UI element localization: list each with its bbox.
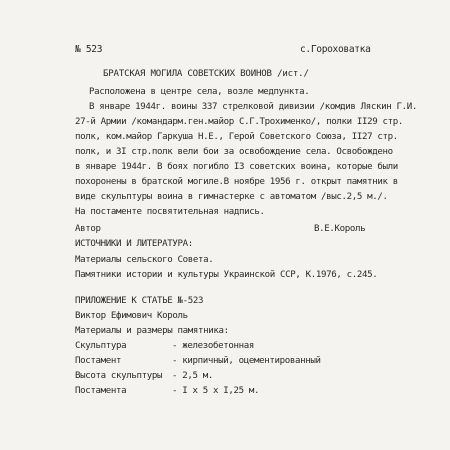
body-line: На постаменте посвятительная надпись. (75, 207, 265, 217)
document-number: № 523 (75, 44, 103, 55)
body-line: похоронены в братской могиле.В ноябре 1956 г. открыт памятник в (75, 177, 398, 187)
source-item: Материалы сельского Совета. (75, 255, 214, 265)
body-line: полк, ком.майор Гаркуша Н.Е., Герой Советского Союза, II27 стр. (75, 132, 398, 142)
body-line: полк, и 3I стр.полк вели бои за освобождение села. Освобождено (75, 147, 393, 157)
material-value: - 2,5 м. (172, 371, 213, 381)
appendix-author: Виктор Ефимович Король (75, 311, 188, 321)
body-line: в январе 1944г. В боях погибло I3 советских воина, которые были (75, 162, 398, 172)
author-name: В.Е.Король (314, 224, 366, 234)
materials-heading: Материалы и размеры памятника: (75, 326, 229, 336)
material-value: - кирпичный, оцементированный (172, 356, 321, 366)
material-label: Высота скульптуры (75, 371, 163, 381)
material-value: - железобетонная (172, 341, 254, 351)
material-label: Скульптура (75, 341, 127, 351)
body-line: виде скульптуры воина в гимнастерке с автоматом /выс.2,5 м./. (75, 192, 388, 202)
sources-heading: ИСТОЧНИКИ И ЛИТЕРАТУРА: (75, 239, 193, 249)
source-item: Памятники истории и культуры Украинской ССР, К.1976, с.245. (75, 270, 378, 280)
village-name: с.Гороховатка (300, 44, 371, 55)
material-label: Постамента (75, 386, 127, 396)
body-line: В январе 1944г. воины 337 стрелковой дивизии /комдив Ляскин Г.И. (89, 102, 417, 112)
material-value: - I x 5 x I,25 м. (172, 386, 260, 396)
author-label: Автор (75, 224, 101, 234)
body-line: 27-й Армии /командарм.ген.майор С.Г.Трохименко/, полки II29 стр. (75, 117, 403, 127)
body-line: Расположена в центре села, возле медпункта. (89, 87, 310, 97)
appendix-heading: ПРИЛОЖЕНИЕ К СТАТЬЕ №-523 (75, 296, 204, 306)
material-label: Постамент (75, 356, 122, 366)
monument-title: БРАТСКАЯ МОГИЛА СОВЕТСКИХ ВОИНОВ /ист./ (103, 69, 309, 79)
